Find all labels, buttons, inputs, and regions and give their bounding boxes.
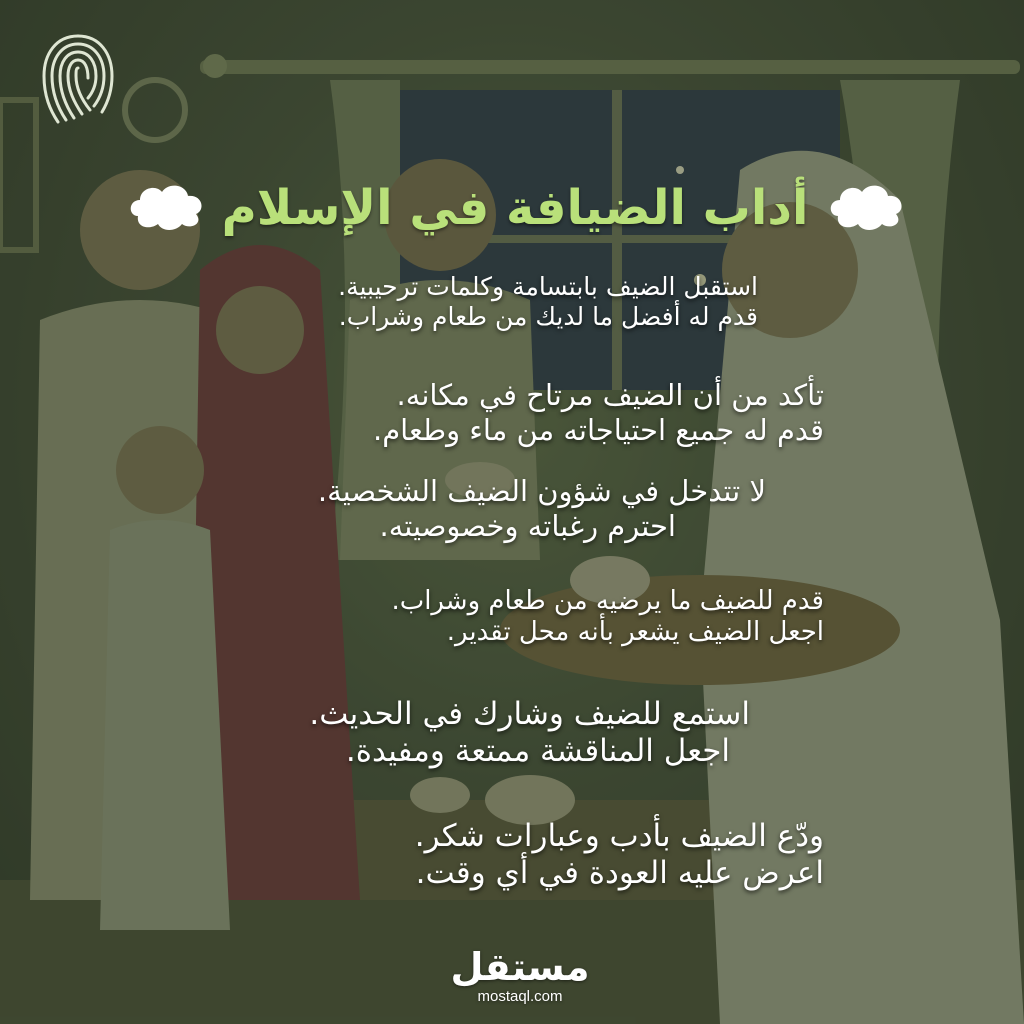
tip-4-line-2: اجعل الضيف يشعر بأنه محل تقدير. xyxy=(446,617,824,648)
page-title: أداب الضيافة في الإسلام xyxy=(221,180,809,236)
tip-5-line-1: استمع للضيف وشارك في الحديث. xyxy=(309,696,750,732)
tip-6-line-1: ودّع الضيف بأدب وعبارات شكر. xyxy=(414,818,824,854)
tip-4-line-1: قدم للضيف ما يرضيه من طعام وشراب. xyxy=(391,586,824,616)
cloud-icon xyxy=(826,178,908,234)
tip-3-line-2: احترم رغباته وخصوصيته. xyxy=(379,508,676,543)
tip-3-line-1: لا تتدخل في شؤون الضيف الشخصية. xyxy=(317,474,766,508)
title-row xyxy=(120,168,910,248)
tip-5 xyxy=(309,696,750,770)
tip-6 xyxy=(415,818,824,892)
tip-4 xyxy=(391,586,824,648)
tip-5-line-2: اجعل المناقشة ممتعة ومفيدة. xyxy=(345,733,730,770)
brand-logo xyxy=(420,945,620,1005)
tip-1-line-2: قدم له أفضل ما لديك من طعام وشراب. xyxy=(338,302,758,331)
tip-1 xyxy=(338,272,758,332)
brand-url: mostaql.com xyxy=(477,988,563,1005)
tip-2-line-1: تأكد من أن الضيف مرتاح في مكانه. xyxy=(396,378,824,412)
tip-1-line-1: استقبل الضيف بابتسامة وكلمات ترحيبية. xyxy=(338,272,758,301)
tip-6-line-2: اعرض عليه العودة في أي وقت. xyxy=(415,855,824,892)
tip-2-line-2: قدم له جميع احتياجاته من ماء وطعام. xyxy=(372,412,824,447)
tip-3 xyxy=(318,474,766,544)
cloud-icon xyxy=(126,178,208,234)
fingerprint-icon xyxy=(38,26,118,136)
brand-name: مستقل xyxy=(450,945,590,989)
tip-2 xyxy=(373,378,824,448)
